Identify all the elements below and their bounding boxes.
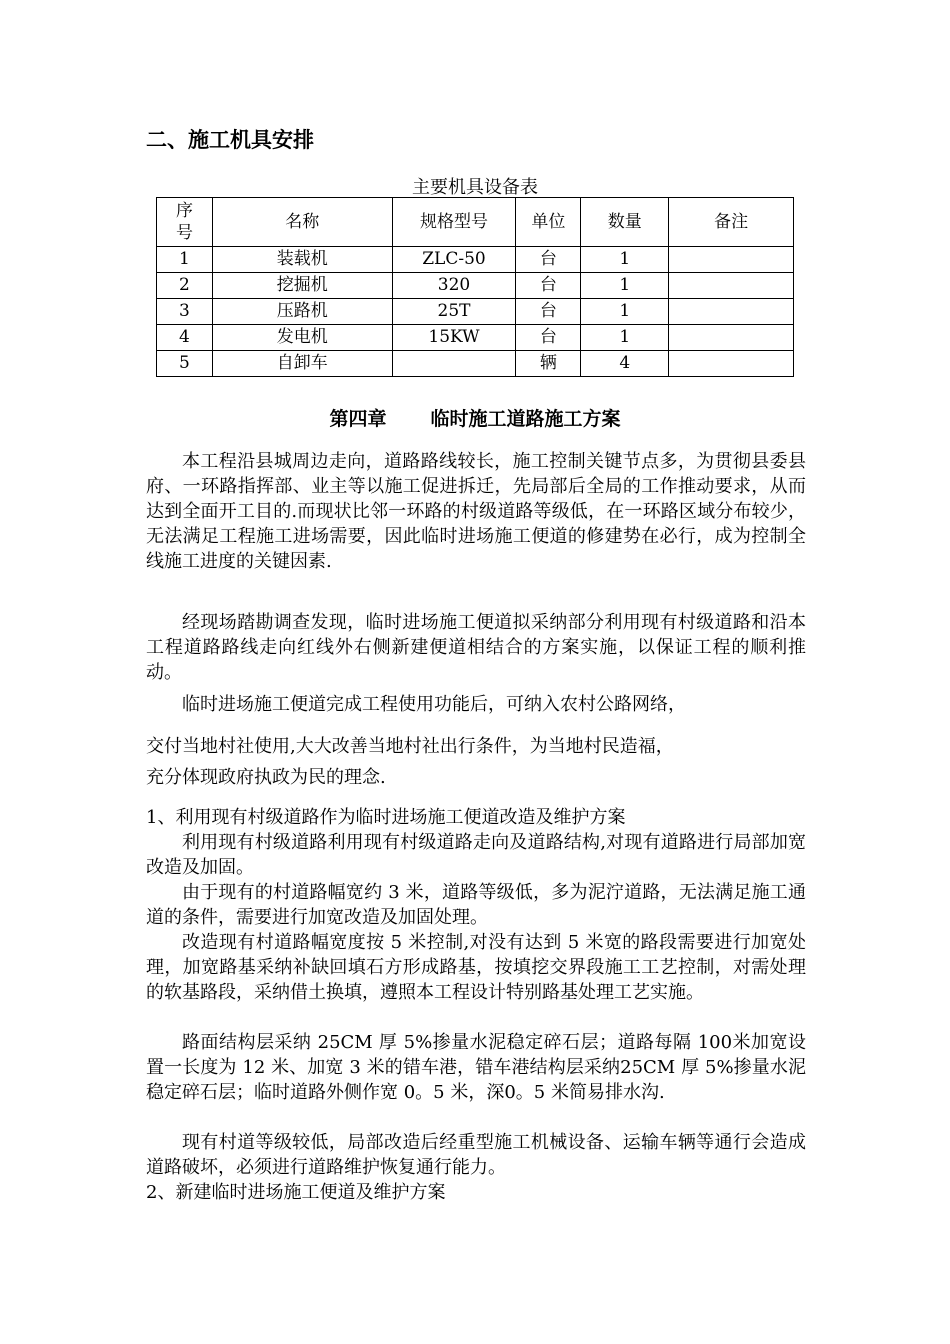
cell-index: 3 xyxy=(157,299,213,325)
paragraph-maintenance: 现有村道等级较低，局部改造后经重型施工机械设备、运输车辆等通行会造成道路破坏，必须进行道路维护恢复通行能力。 xyxy=(146,1132,806,1178)
cell-model: 320 xyxy=(392,273,516,299)
cell-remark xyxy=(669,325,794,351)
cell-name: 装载机 xyxy=(212,247,392,273)
chapter-name: 临时施工道路施工方案 xyxy=(430,408,621,430)
header-name: 名称 xyxy=(212,198,392,247)
paragraph-road-width: 由于现有的村道路幅宽约 3 米，道路等级低，多为泥泞道路，无法满足施工通道的条件，需要进行加宽改造及加固处理。 xyxy=(146,882,806,928)
header-index: 序号 xyxy=(157,198,213,247)
cell-index: 5 xyxy=(157,351,213,377)
cell-quantity: 1 xyxy=(581,325,669,351)
table-caption: 主要机具设备表 xyxy=(412,177,538,198)
cell-index: 4 xyxy=(157,325,213,351)
table-row xyxy=(157,247,794,273)
paragraph-survey: 经现场踏勘调查发现，临时进场施工便道拟采纳部分利用现有村级道路和沿本工程道路路线走向红线外右侧新建便道相结合的方案实施，以保证工程的顺利推动。 xyxy=(146,612,806,683)
cell-unit: 台 xyxy=(516,273,581,299)
section-heading: 二、施工机具安排 xyxy=(146,128,314,152)
table-header-row xyxy=(157,198,794,247)
subsection-heading-1: 1、利用现有村级道路作为临时进场施工便道改造及维护方案 xyxy=(146,807,626,828)
cell-unit: 辆 xyxy=(516,351,581,377)
cell-unit: 台 xyxy=(516,325,581,351)
cell-name: 发电机 xyxy=(212,325,392,351)
paragraph-widening: 改造现有村道路幅宽度按 5 米控制,对没有达到 5 米宽的路段需要进行加宽处理，加宽路基采纳补缺回填石方形成路基，按填挖交界段施工工艺控制，对需处理的软基路段，采纳借土换填，遵照本工程设计特别路基处理工艺实施。 xyxy=(146,932,806,1003)
chapter-number: 第四章 xyxy=(329,408,387,430)
cell-quantity: 4 xyxy=(581,351,669,377)
cell-index: 1 xyxy=(157,247,213,273)
header-quantity: 数量 xyxy=(581,198,669,247)
paragraph-intro: 本工程沿县城周边走向，道路路线较长，施工控制关键节点多，为贯彻县委县府、一环路指挥部、业主等以施工促进拆迁，先局部后全局的工作推动要求，从而达到全面开工目的.而现状比邻一环路的村级道路等级低，在一环路区域分布较少，无法满足工程施工进场需要，因此临时进场施工便道的修建势在必行，成为控制全线施工进度的关键因素. xyxy=(146,451,806,572)
header-unit: 单位 xyxy=(516,198,581,247)
table-row xyxy=(157,273,794,299)
paragraph-usage-line: 交付当地村社使用,大大改善当地村社出行条件，为当地村民造福， xyxy=(146,736,674,757)
cell-remark xyxy=(669,273,794,299)
cell-model xyxy=(392,351,516,377)
cell-unit: 台 xyxy=(516,247,581,273)
cell-quantity: 1 xyxy=(581,247,669,273)
cell-model: 25T xyxy=(392,299,516,325)
table-row xyxy=(157,351,794,377)
cell-name: 挖掘机 xyxy=(212,273,392,299)
equipment-table xyxy=(156,197,794,377)
paragraph-existing-road: 利用现有村级道路利用现有村级道路走向及道路结构,对现有道路进行局部加宽改造及加固。 xyxy=(146,832,806,878)
cell-remark xyxy=(669,247,794,273)
cell-unit: 台 xyxy=(516,299,581,325)
cell-quantity: 1 xyxy=(581,273,669,299)
cell-index: 2 xyxy=(157,273,213,299)
cell-model: 15KW xyxy=(392,325,516,351)
cell-name: 压路机 xyxy=(212,299,392,325)
cell-name: 自卸车 xyxy=(212,351,392,377)
subsection-heading-2: 2、新建临时进场施工便道及维护方案 xyxy=(146,1182,446,1203)
header-model: 规格型号 xyxy=(392,198,516,247)
cell-quantity: 1 xyxy=(581,299,669,325)
header-remark: 备注 xyxy=(669,198,794,247)
paragraph-usage-line: 临时进场施工便道完成工程使用功能后，可纳入农村公路网络， xyxy=(182,694,686,715)
cell-remark xyxy=(669,351,794,377)
paragraph-usage-line: 充分体现政府执政为民的理念. xyxy=(146,767,386,788)
cell-model: ZLC-50 xyxy=(392,247,516,273)
table-row xyxy=(157,299,794,325)
cell-remark xyxy=(669,299,794,325)
paragraph-pavement: 路面结构层采纳 25CM 厚 5%掺量水泥稳定碎石层；道路每隔 100米加宽设置一长度为 12 米、加宽 3 米的错车港，错车港结构层采纳25CM 厚 5%掺量水泥稳定碎石层；临时道路外侧作宽 0。5 米，深0。5 米简易排水沟. xyxy=(146,1032,806,1103)
chapter-title xyxy=(0,404,950,431)
table-row xyxy=(157,325,794,351)
